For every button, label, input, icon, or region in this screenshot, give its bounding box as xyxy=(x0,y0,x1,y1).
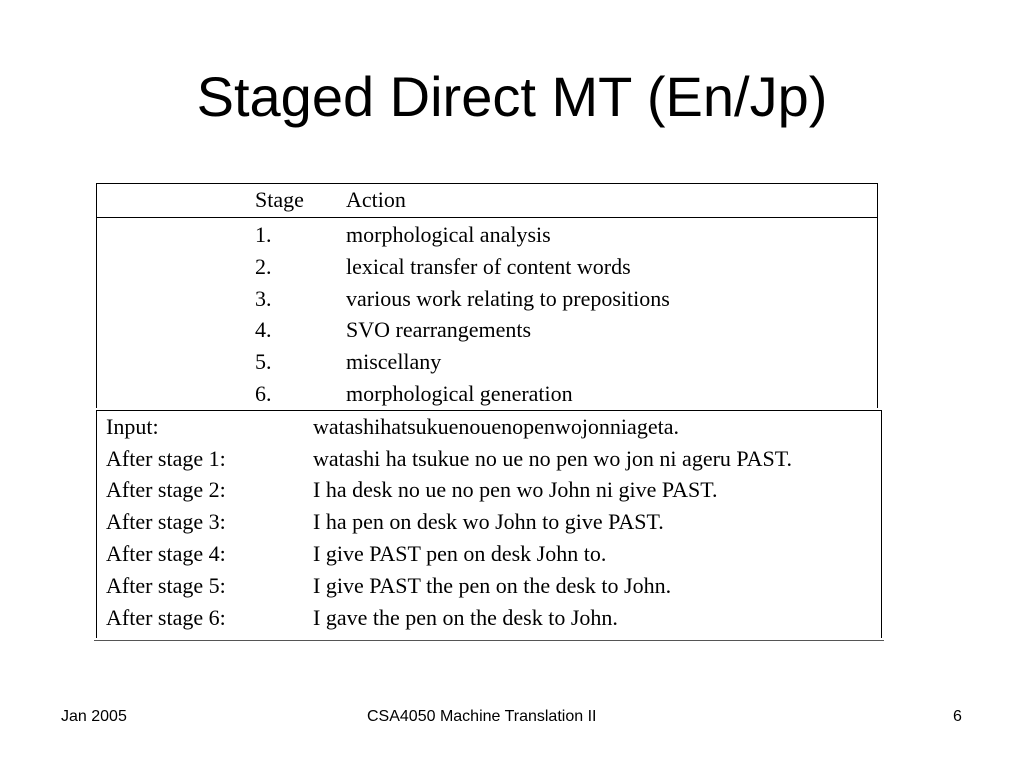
stage-column-header: Stage xyxy=(255,187,304,212)
example-row xyxy=(97,602,881,634)
example-label: After stage 1: xyxy=(106,446,226,471)
example-label: After stage 2: xyxy=(106,477,226,502)
stage-row xyxy=(97,283,877,315)
example-row xyxy=(97,570,881,602)
example-text: watashihatsukuenouenopenwojonniageta. xyxy=(313,414,679,439)
table-bottom-rule xyxy=(94,640,884,641)
footer-date: Jan 2005 xyxy=(61,708,127,725)
example-row xyxy=(97,538,881,570)
stages-table xyxy=(96,183,878,408)
example-row xyxy=(97,411,881,443)
mt-stages-figure xyxy=(94,183,886,643)
stage-action: miscellany xyxy=(346,349,442,374)
slide-title: Staged Direct MT (En/Jp) xyxy=(196,65,828,128)
example-row xyxy=(97,443,881,475)
stage-number: 6. xyxy=(255,381,272,406)
action-column-header: Action xyxy=(346,187,406,212)
example-row xyxy=(97,474,881,506)
stage-number: 5. xyxy=(255,349,272,374)
example-row xyxy=(97,506,881,538)
stage-number: 1. xyxy=(255,222,272,247)
stages-table-header xyxy=(97,184,877,218)
stage-row xyxy=(97,378,877,410)
stage-action: SVO rearrangements xyxy=(346,317,532,342)
stage-number: 2. xyxy=(255,254,272,279)
stage-row xyxy=(97,219,877,251)
example-text: I give PAST the pen on the desk to John. xyxy=(313,573,672,598)
example-label: After stage 3: xyxy=(106,509,226,534)
example-label: After stage 5: xyxy=(106,573,226,598)
footer-course: CSA4050 Machine Translation II xyxy=(367,708,597,725)
example-text: I gave the pen on the desk to John. xyxy=(313,605,618,630)
example-table xyxy=(96,410,882,638)
stage-action: morphological analysis xyxy=(346,222,551,247)
example-text: I ha desk no ue no pen wo John ni give PAST. xyxy=(313,477,718,502)
stage-row xyxy=(97,314,877,346)
example-text: I give PAST pen on desk John to. xyxy=(313,541,607,566)
stage-row xyxy=(97,251,877,283)
example-text: watashi ha tsukue no ue no pen wo jon ni ageru PAST. xyxy=(313,446,793,471)
stage-action: various work relating to prepositions xyxy=(346,286,670,311)
stage-number: 4. xyxy=(255,317,272,342)
stage-row xyxy=(97,346,877,378)
example-label: Input: xyxy=(106,414,159,439)
example-label: After stage 4: xyxy=(106,541,226,566)
stage-action: morphological generation xyxy=(346,381,573,406)
example-text: I ha pen on desk wo John to give PAST. xyxy=(313,509,664,534)
footer-page-number: 6 xyxy=(953,708,962,725)
stage-number: 3. xyxy=(255,286,272,311)
stage-action: lexical transfer of content words xyxy=(346,254,631,279)
example-label: After stage 6: xyxy=(106,605,226,630)
